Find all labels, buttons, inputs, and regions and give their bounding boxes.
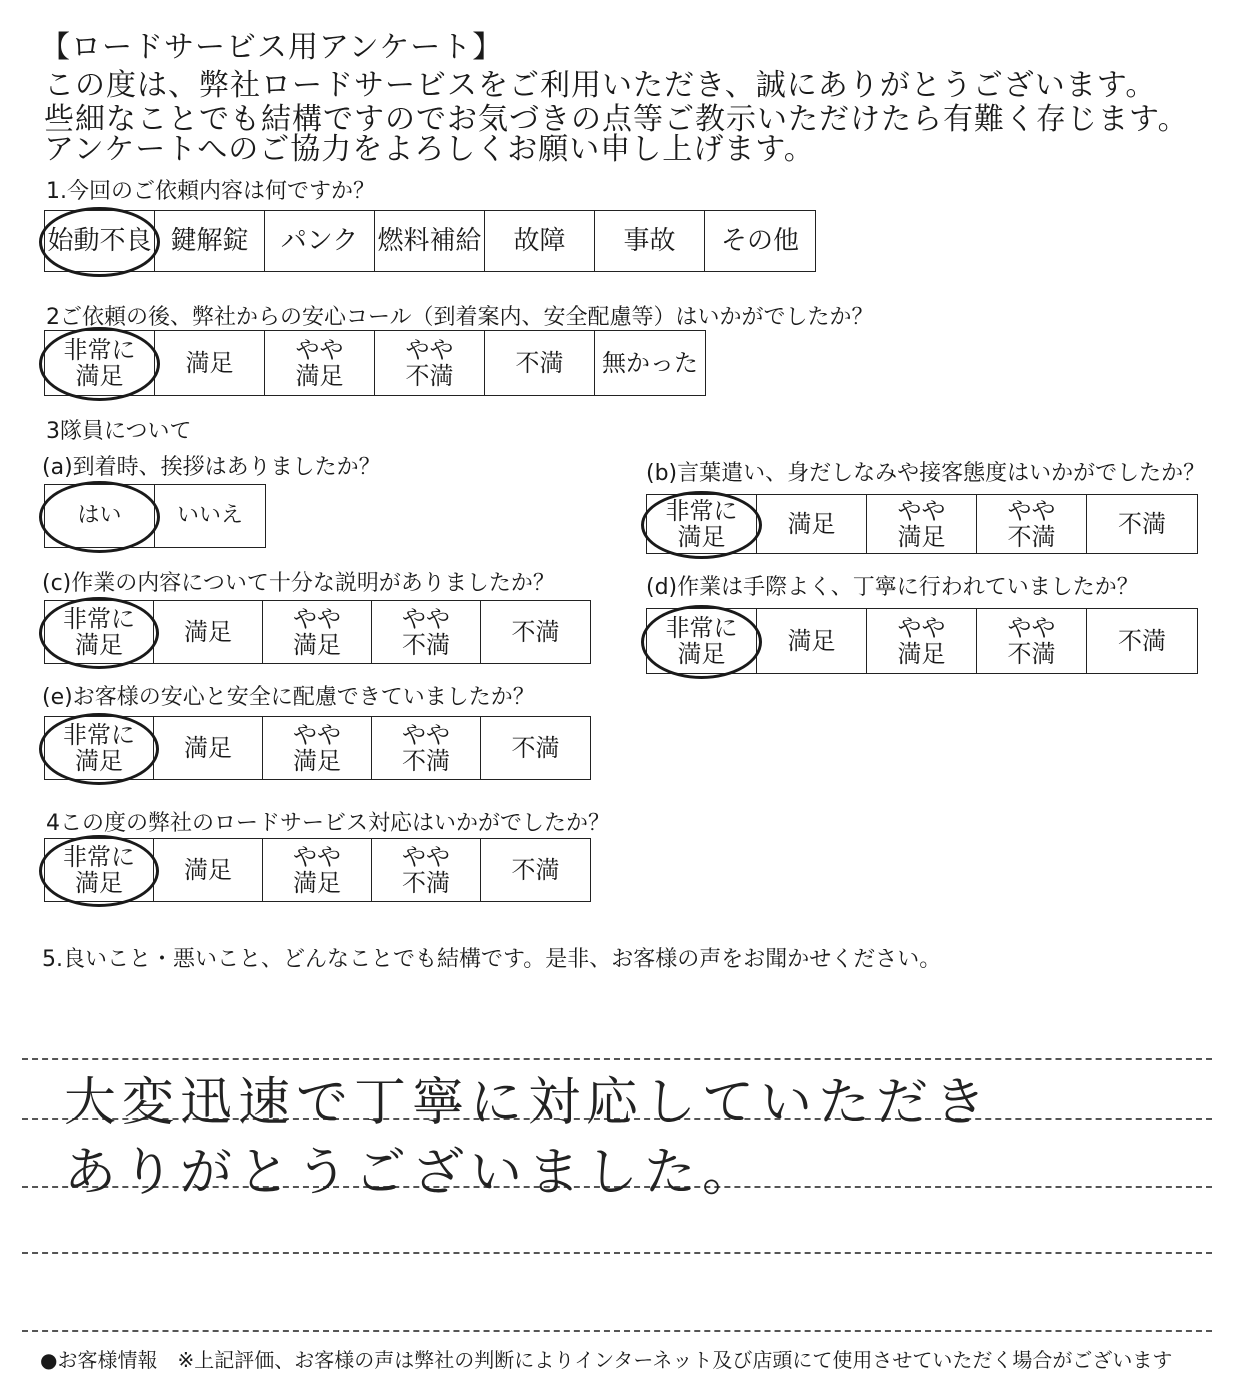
q3c-options	[44, 600, 591, 664]
option-label: その他	[720, 225, 799, 256]
option-box[interactable]	[595, 211, 705, 271]
q3b-label: (b)言葉遣い、身だしなみや接客態度はいかがでしたか？	[646, 461, 1206, 486]
q4-label: 4この度の弊社のロードサービス対応はいかがでしたか？	[46, 811, 610, 836]
option-box[interactable]	[45, 601, 154, 663]
option-box[interactable]	[481, 601, 590, 663]
option-label: 無かった	[602, 348, 698, 377]
answer-rule-5	[22, 1330, 1212, 1332]
option-box[interactable]	[1087, 609, 1197, 673]
option-label: やや 満足	[897, 613, 946, 668]
q3e-options	[44, 716, 591, 780]
option-box[interactable]	[757, 495, 867, 553]
option-box[interactable]	[45, 717, 154, 779]
q3a-label: (a)到着時、挨拶はありましたか？	[42, 455, 381, 480]
option-box[interactable]	[485, 331, 595, 395]
option-box[interactable]	[154, 601, 263, 663]
option-label: やや 不満	[405, 335, 454, 390]
option-label: 非常に 満足	[63, 720, 135, 775]
option-label: 燃料補給	[377, 225, 482, 256]
footer-note: ●お客様情報 ※上記評価、お客様の声は弊社の判断によりインターネット及び店頭にて使用させていただく場合がございます	[40, 1348, 1173, 1372]
option-box[interactable]	[647, 609, 757, 673]
option-box[interactable]	[375, 211, 485, 271]
option-box[interactable]	[757, 609, 867, 673]
q3b-options	[646, 494, 1198, 554]
option-label: 故障	[513, 225, 566, 256]
option-label: いいえ	[176, 502, 243, 528]
option-label: 満足	[184, 733, 232, 762]
q2-options	[44, 330, 706, 396]
option-box[interactable]	[1087, 495, 1197, 553]
option-label: 満足	[787, 509, 836, 538]
option-label: 満足	[184, 855, 232, 884]
option-label: 非常に 満足	[665, 613, 738, 668]
q4-options	[44, 838, 591, 902]
option-box[interactable]	[45, 485, 155, 547]
option-box[interactable]	[155, 211, 265, 271]
intro-line-2: 些細なことでも結構ですのでお気づきの点等ご教示いただけたら有難く存じます。	[44, 102, 1189, 137]
option-label: 不満	[515, 348, 564, 377]
option-label: 事故	[623, 225, 676, 256]
q1-options	[44, 210, 816, 272]
option-label: やや 不満	[1007, 613, 1056, 668]
option-box[interactable]	[45, 331, 155, 395]
option-label: 非常に 満足	[63, 842, 135, 897]
option-label: 不満	[1118, 626, 1166, 655]
option-box[interactable]	[263, 717, 372, 779]
q5-label: 5.良いこと・悪いこと、どんなことでも結構です。是非、お客様の声をお聞かせください。	[42, 947, 942, 972]
option-label: やや 不満	[402, 604, 450, 659]
option-box[interactable]	[265, 331, 375, 395]
option-label: 満足	[185, 348, 234, 377]
option-box[interactable]	[265, 211, 375, 271]
option-box[interactable]	[867, 609, 977, 673]
option-box[interactable]	[705, 211, 815, 271]
option-label: 満足	[184, 617, 232, 646]
option-label: 不満	[1118, 509, 1166, 538]
option-label: 不満	[511, 733, 560, 762]
option-box[interactable]	[263, 601, 372, 663]
q2-label: 2ご依頼の後、弊社からの安心コール（到着案内、安全配慮等）はいかがでしたか？	[46, 305, 874, 330]
option-box[interactable]	[372, 601, 481, 663]
handwritten-answer-line-2: ありがとうございました。	[64, 1143, 761, 1203]
option-box[interactable]	[372, 839, 481, 901]
option-label: やや 満足	[293, 842, 341, 897]
option-label: 始動不良	[47, 225, 152, 256]
option-label: やや 満足	[293, 720, 341, 775]
option-label: 非常に 満足	[63, 604, 135, 659]
option-label: パンク	[280, 225, 359, 256]
option-box[interactable]	[155, 485, 265, 547]
option-box[interactable]	[154, 839, 263, 901]
option-label: やや 満足	[897, 496, 946, 551]
option-box[interactable]	[45, 839, 154, 901]
option-label: はい	[77, 502, 122, 528]
option-box[interactable]	[155, 331, 265, 395]
q1-label: 1.今回のご依頼内容は何ですか？	[46, 179, 375, 204]
option-box[interactable]	[481, 839, 590, 901]
q3-label: 3隊員について	[46, 419, 192, 444]
option-box[interactable]	[595, 331, 705, 395]
option-box[interactable]	[481, 717, 590, 779]
intro-line-1: この度は、弊社ロードサービスをご利用いただき、誠にありがとうございます。	[44, 68, 1157, 103]
answer-rule-4	[22, 1252, 1212, 1254]
q3e-label: (e)お客様の安心と安全に配慮できていましたか？	[42, 685, 535, 710]
option-label: やや 不満	[402, 842, 450, 897]
option-box[interactable]	[485, 211, 595, 271]
q3d-label: (d)作業は手際よく、丁寧に行われていましたか？	[646, 575, 1139, 600]
option-label: 非常に 満足	[63, 335, 136, 390]
option-box[interactable]	[263, 839, 372, 901]
option-box[interactable]	[977, 495, 1087, 553]
survey-title: 【ロードサービス用アンケート】	[40, 30, 504, 65]
option-label: やや 満足	[293, 604, 341, 659]
option-label: 不満	[511, 617, 560, 646]
q3c-label: (c)作業の内容について十分な説明がありましたか？	[42, 571, 555, 596]
option-box[interactable]	[154, 717, 263, 779]
option-box[interactable]	[375, 331, 485, 395]
option-box[interactable]	[867, 495, 977, 553]
intro-line-3: アンケートへのご協力をよろしくお願い申し上げます。	[44, 132, 815, 167]
option-label: 鍵解錠	[170, 225, 249, 256]
option-label: やや 不満	[1007, 496, 1056, 551]
option-label: 不満	[511, 855, 560, 884]
q3d-options	[646, 608, 1198, 674]
option-label: 非常に 満足	[665, 496, 738, 551]
option-label: やや 不満	[402, 720, 450, 775]
option-box[interactable]	[45, 211, 155, 271]
option-label: 満足	[787, 626, 836, 655]
option-box[interactable]	[647, 495, 757, 553]
option-box[interactable]	[372, 717, 481, 779]
handwritten-answer-line-1: 大変迅速で丁寧に対応していただき	[64, 1073, 993, 1133]
q3a-options	[44, 484, 266, 548]
option-label: やや 満足	[295, 335, 344, 390]
option-box[interactable]	[977, 609, 1087, 673]
